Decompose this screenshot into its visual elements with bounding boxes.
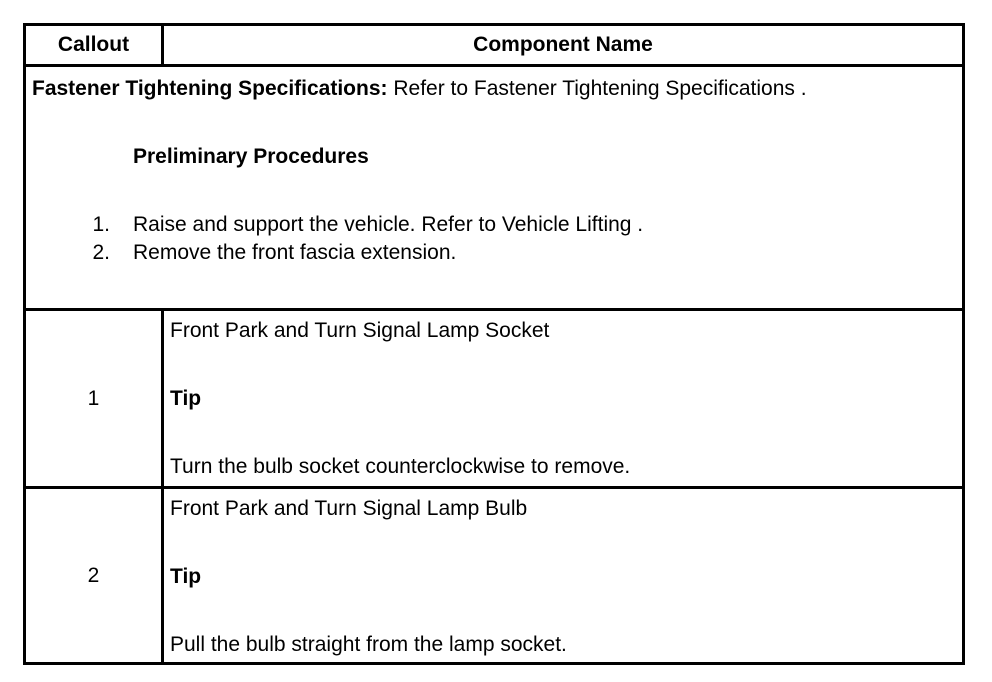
component-block [164, 311, 962, 481]
component-block [164, 489, 962, 659]
step-text: Raise and support the vehicle. Refer to Vehicle Lifting . [133, 213, 644, 236]
component-name: Front Park and Turn Signal Lamp Bulb [170, 497, 528, 520]
component-cell [163, 310, 964, 488]
fastener-spec-text: Refer to Fastener Tightening Specifications . [393, 77, 807, 100]
callout-header: Callout [25, 25, 163, 66]
info-cell [25, 66, 964, 310]
callout-cell: 1 [25, 310, 163, 488]
preliminary-procedures-title: Preliminary Procedures [133, 145, 369, 168]
table-header-row [25, 25, 964, 66]
component-name: Front Park and Turn Signal Lamp Socket [170, 319, 550, 342]
tip-label: Tip [170, 565, 202, 588]
fastener-spec-line [32, 75, 962, 103]
preliminary-steps [32, 211, 962, 267]
table-row [25, 310, 964, 488]
callout-cell: 2 [25, 488, 163, 664]
component-name-header: Component Name [163, 25, 964, 66]
procedure-table [23, 23, 965, 665]
component-cell [163, 488, 964, 664]
step-number: 2. [92, 241, 110, 264]
fastener-spec-label: Fastener Tightening Specifications: [32, 77, 388, 100]
tip-text: Turn the bulb socket counterclockwise to remove. [170, 455, 631, 478]
preliminary-step [32, 239, 962, 267]
step-number: 1. [92, 213, 110, 236]
tip-text: Pull the bulb straight from the lamp socket. [170, 633, 567, 656]
preliminary-step [32, 211, 962, 239]
tip-label: Tip [170, 387, 202, 410]
info-row [25, 66, 964, 310]
step-text: Remove the front fascia extension. [133, 241, 457, 264]
table-row [25, 488, 964, 664]
info-block [26, 67, 962, 267]
